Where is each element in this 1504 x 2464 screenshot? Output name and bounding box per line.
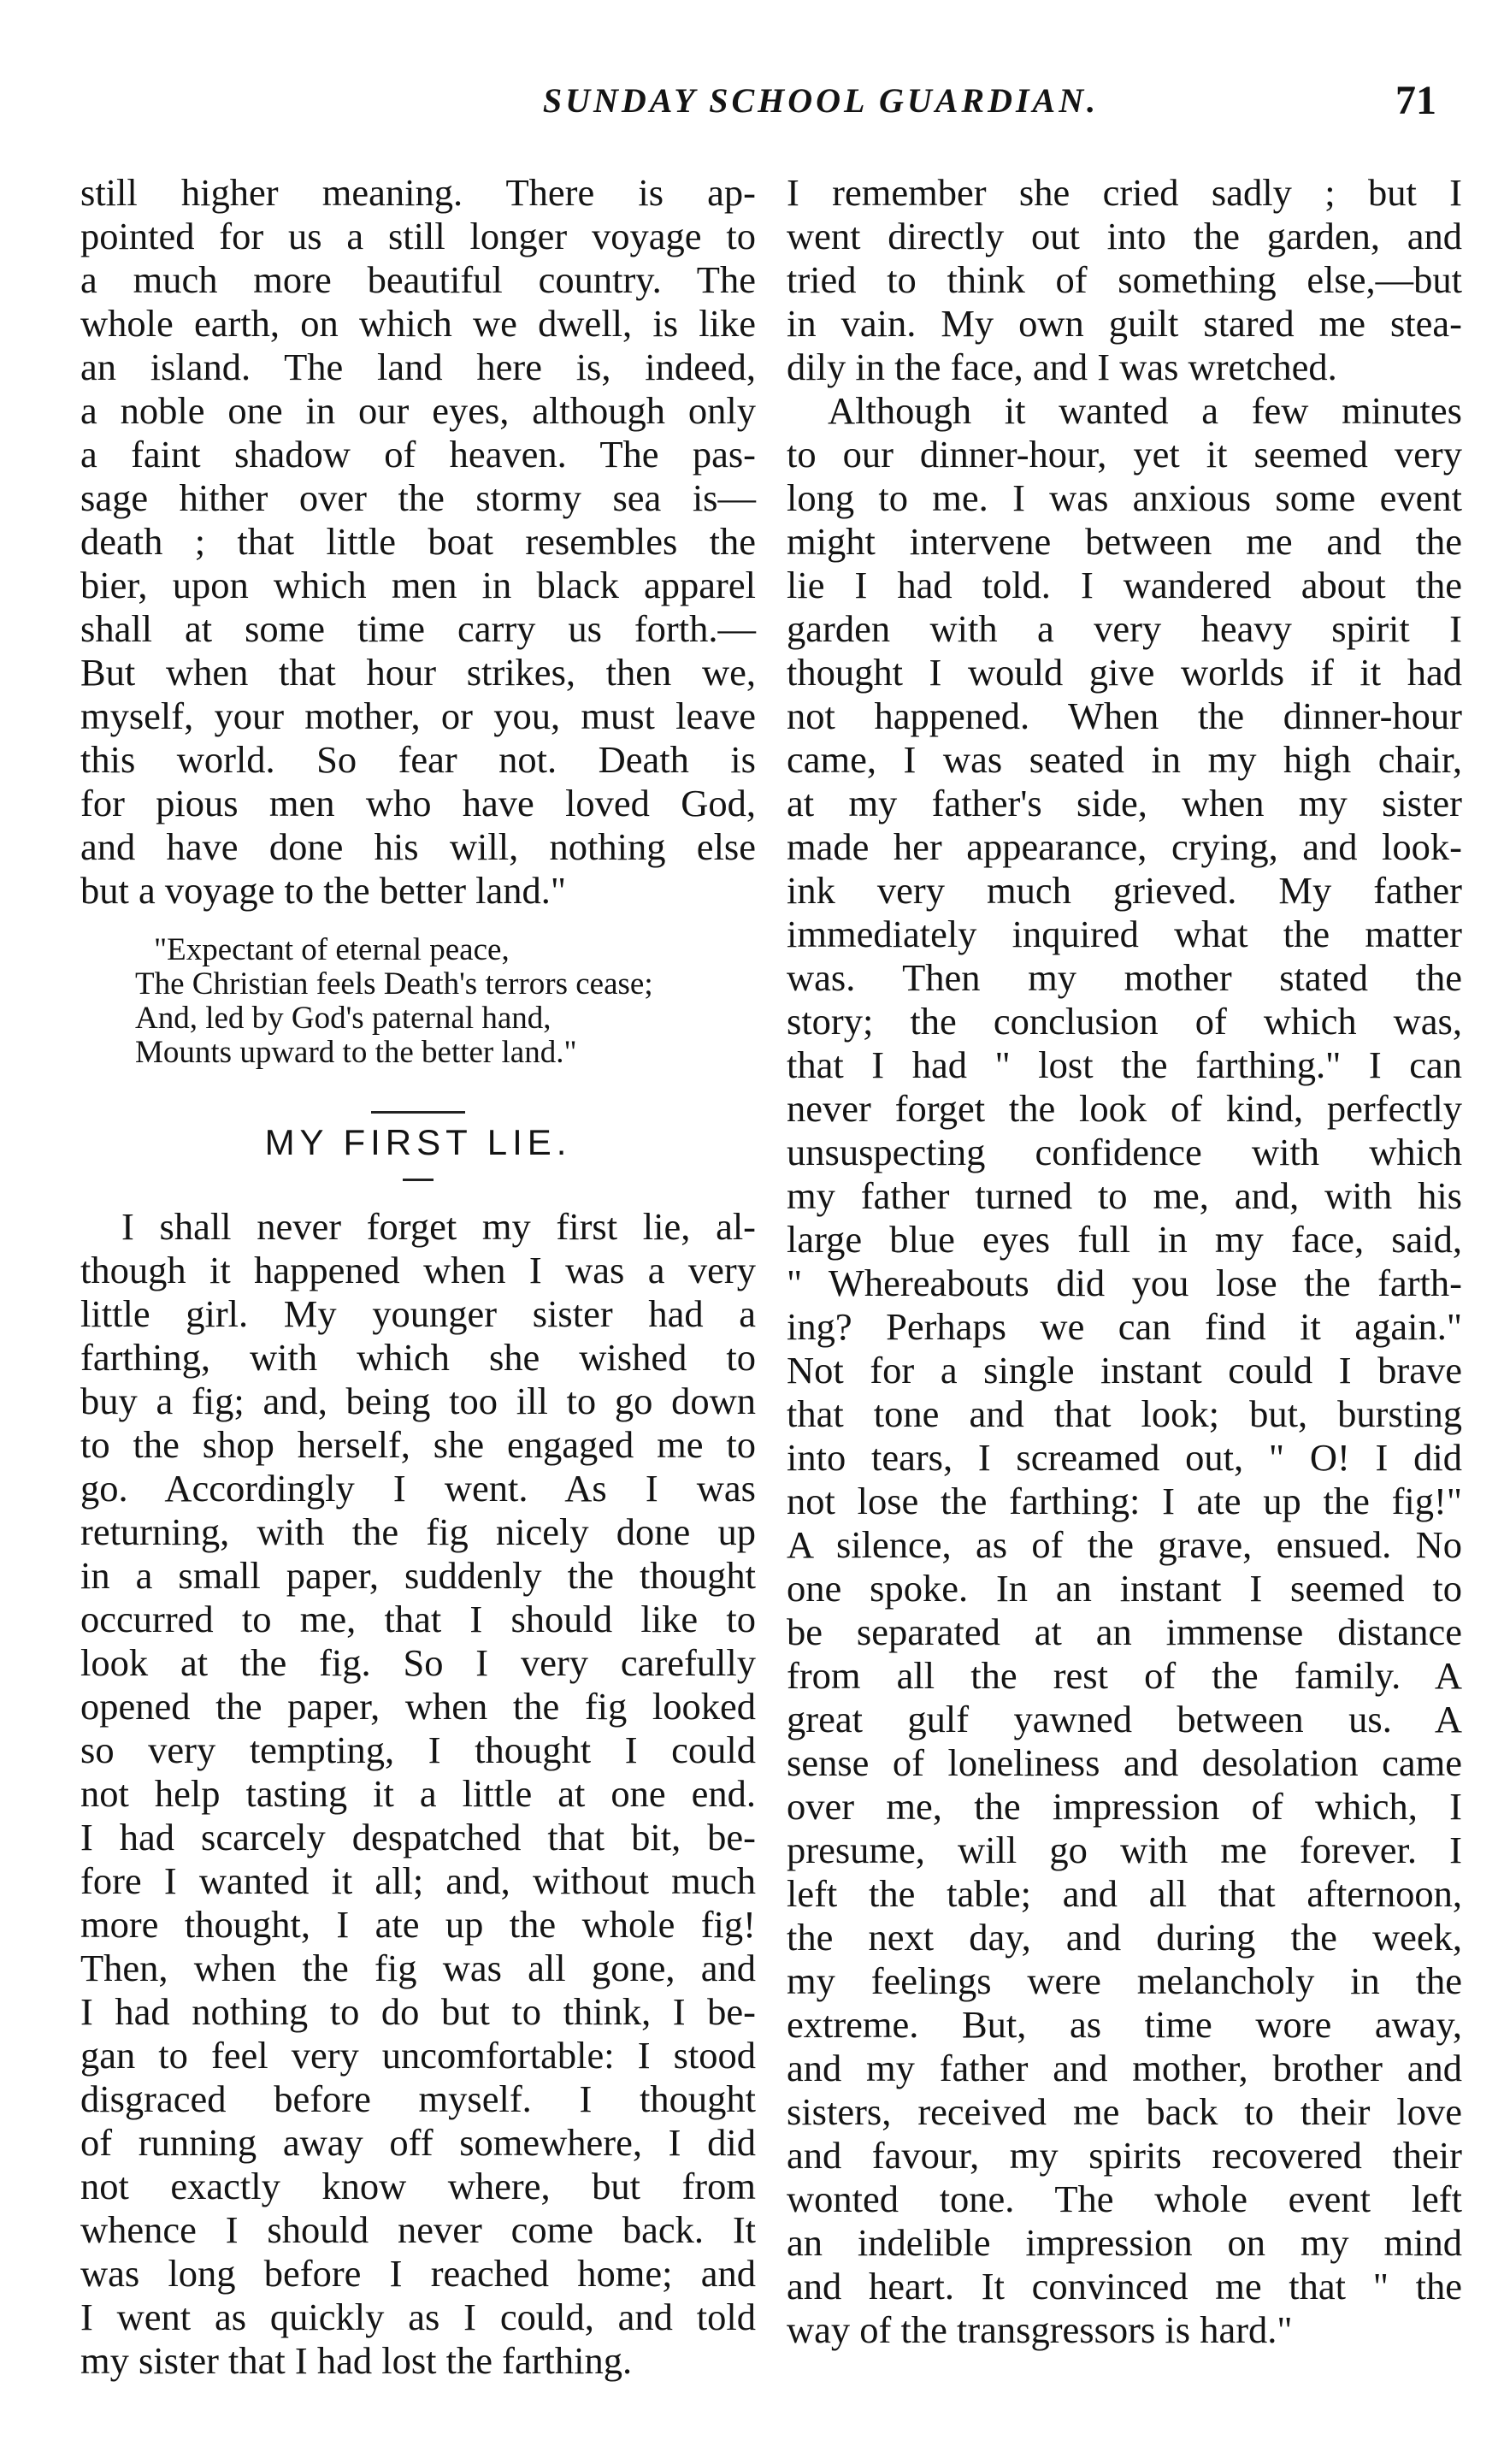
text-line: pointed for us a still longer voyage to xyxy=(80,215,756,257)
text-line: my sister that I had lost the farthing. xyxy=(80,2339,633,2382)
text-line: to the shop herself, she engaged me to xyxy=(80,1423,756,1466)
text-line: an island. The land here is, indeed, xyxy=(80,346,756,388)
right-column xyxy=(787,171,1462,2352)
text-line: occurred to me, that I should like to xyxy=(80,1598,756,1640)
text-line: wonted tone. The whole event left xyxy=(787,2177,1462,2220)
text-line: unsuspecting confidence with which xyxy=(787,1131,1462,1173)
article-heading: MY FIRST LIE. xyxy=(264,1122,572,1162)
text-line: opened the paper, when the fig looked xyxy=(80,1685,756,1728)
text-line: to our dinner-hour, yet it seemed very xyxy=(787,433,1462,476)
right-paragraph-2 xyxy=(787,389,1462,2352)
text-line: came, I was seated in my high chair, xyxy=(787,738,1462,781)
text-line: bier, upon which men in black apparel xyxy=(80,564,756,606)
text-line: one spoke. In an instant I seemed to xyxy=(787,1567,1462,1610)
text-line: still higher meaning. There is ap- xyxy=(80,171,756,214)
text-line: disgraced before myself. I thought xyxy=(80,2077,756,2120)
text-line: whence I should never come back. It xyxy=(80,2208,756,2251)
text-line: sense of loneliness and desolation came xyxy=(787,1741,1462,1784)
text-line: an indelible impression on my mind xyxy=(787,2221,1462,2264)
text-line: large blue eyes full in my face, said, xyxy=(787,1218,1462,1261)
text-line: a much more beautiful country. The xyxy=(80,258,756,301)
text-line: from all the rest of the family. A xyxy=(787,1654,1462,1697)
text-line: sisters, received me back to their love xyxy=(787,2090,1462,2133)
poem-stanza xyxy=(135,933,756,1070)
text-line: returning, with the fig nicely done up xyxy=(80,1510,756,1553)
text-line: left the table; and all that afternoon, xyxy=(787,1872,1462,1915)
text-line: extreme. But, as time wore away, xyxy=(787,2003,1462,2046)
text-line: long to me. I was anxious some event xyxy=(787,476,1462,519)
text-line: look at the fig. So I very carefully xyxy=(80,1641,756,1684)
text-line: buy a fig; and, being too ill to go down xyxy=(80,1380,756,1422)
text-line: was long before I reached home; and xyxy=(80,2252,756,2295)
text-line: immediately inquired what the matter xyxy=(787,913,1462,955)
text-line: " Whereabouts did you lose the farth- xyxy=(787,1262,1462,1304)
poem-line: The Christian feels Death's terrors cease; xyxy=(135,966,653,1002)
text-line: over me, the impression of which, I xyxy=(787,1785,1462,1828)
text-line: I remember she cried sadly ; but I xyxy=(787,171,1462,214)
right-paragraph-1 xyxy=(787,171,1462,389)
text-line: myself, your mother, or you, must leave xyxy=(80,694,756,737)
text-line: shall at some time carry us forth.— xyxy=(80,607,756,650)
text-line: garden with a very heavy spirit I xyxy=(787,607,1462,650)
text-line: lie I had told. I wandered about the xyxy=(787,564,1462,606)
text-line: presume, will go with me forever. I xyxy=(787,1829,1462,1871)
text-line: not exactly know where, but from xyxy=(80,2165,756,2207)
text-line: whole earth, on which we dwell, is like xyxy=(80,302,756,345)
text-line: and heart. It convinced me that " the xyxy=(787,2265,1462,2307)
text-line: gan to feel very uncomfortable: I stood xyxy=(80,2034,756,2077)
text-line: this world. So fear not. Death is xyxy=(80,738,756,781)
text-line: A silence, as of the grave, ensued. No xyxy=(787,1523,1462,1566)
text-line: and my father and mother, brother and xyxy=(787,2047,1462,2089)
text-line: and have done his will, nothing else xyxy=(80,825,756,868)
text-line: not help tasting it a little at one end. xyxy=(80,1772,756,1815)
text-line: I had scarcely despatched that bit, be- xyxy=(80,1816,756,1858)
text-line: little girl. My younger sister had a xyxy=(80,1292,756,1335)
text-line: I shall never forget my first lie, al- xyxy=(121,1205,756,1248)
heading-rule-top xyxy=(371,1111,465,1114)
text-line: and favour, my spirits recovered their xyxy=(787,2134,1462,2177)
text-line: death ; that little boat resembles the xyxy=(80,520,756,563)
text-line: be separated at an immense distance xyxy=(787,1610,1462,1653)
text-line: made her appearance, crying, and look- xyxy=(787,825,1462,868)
page-number: 71 xyxy=(1395,78,1436,123)
text-line: though it happened when I was a very xyxy=(80,1249,756,1291)
text-line: way of the transgressors is hard." xyxy=(787,2308,1293,2351)
text-line: so very tempting, I thought I could xyxy=(80,1728,756,1771)
poem-line: Mounts upward to the better land." xyxy=(135,1035,577,1070)
text-line: dily in the face, and I was wretched. xyxy=(787,346,1337,388)
text-line: not lose the farthing: I ate up the fig!" xyxy=(787,1480,1462,1522)
left-paragraph-2 xyxy=(80,1205,756,2383)
text-line: fore I wanted it all; and, without much xyxy=(80,1859,756,1902)
text-line: a faint shadow of heaven. The pas- xyxy=(80,433,756,476)
heading-rule-bottom xyxy=(403,1179,434,1181)
poem-line: And, led by God's paternal hand, xyxy=(135,1001,551,1036)
text-line: sage hither over the stormy sea is— xyxy=(80,476,756,519)
text-line: Not for a single instant could I brave xyxy=(787,1349,1462,1392)
text-line: but a voyage to the better land." xyxy=(80,869,567,912)
left-column xyxy=(80,171,756,2383)
text-line: Then, when the fig was all gone, and xyxy=(80,1947,756,1989)
text-line: Although it wanted a few minutes xyxy=(828,389,1462,432)
text-line: thought I would give worlds if it had xyxy=(787,651,1462,694)
text-line: that I had " lost the farthing." I can xyxy=(787,1043,1462,1086)
text-line: tried to think of something else,—but xyxy=(787,258,1462,301)
left-paragraph-1 xyxy=(80,171,756,913)
text-line: of running away off somewhere, I did xyxy=(80,2121,756,2164)
text-line: the next day, and during the week, xyxy=(787,1916,1462,1959)
text-line: ink very much grieved. My father xyxy=(787,869,1462,912)
text-line: But when that hour strikes, then we, xyxy=(80,651,756,694)
text-line: for pious men who have loved God, xyxy=(80,782,756,824)
text-line: went directly out into the garden, and xyxy=(787,215,1462,257)
page-header xyxy=(51,77,1436,128)
text-line: I had nothing to do but to think, I be- xyxy=(80,1990,756,2033)
text-line: might intervene between me and the xyxy=(787,520,1462,563)
text-line: a noble one in our eyes, although only xyxy=(80,389,756,432)
text-line: great gulf yawned between us. A xyxy=(787,1698,1462,1740)
text-line: my father turned to me, and, with his xyxy=(787,1174,1462,1217)
text-line: ing? Perhaps we can find it again." xyxy=(787,1305,1462,1348)
text-line: not happened. When the dinner-hour xyxy=(787,694,1462,737)
text-line: more thought, I ate up the whole fig! xyxy=(80,1903,756,1946)
text-line: that tone and that look; but, bursting xyxy=(787,1392,1462,1435)
text-line: at my father's side, when my sister xyxy=(787,782,1462,824)
text-line: story; the conclusion of which was, xyxy=(787,1000,1462,1043)
text-line: in a small paper, suddenly the thought xyxy=(80,1554,756,1597)
text-line: in vain. My own guilt stared me stea- xyxy=(787,302,1462,345)
text-line: go. Accordingly I went. As I was xyxy=(80,1467,756,1510)
text-line: into tears, I screamed out, " O! I did xyxy=(787,1436,1462,1479)
running-head: SUNDAY SCHOOL GUARDIAN. xyxy=(542,81,1100,120)
text-line: was. Then my mother stated the xyxy=(787,956,1462,999)
poem-line: "Expectant of eternal peace, xyxy=(154,932,510,967)
text-line: I went as quickly as I could, and told xyxy=(80,2296,756,2338)
text-line: never forget the look of kind, perfectly xyxy=(787,1087,1462,1130)
text-line: my feelings were melancholy in the xyxy=(787,1959,1462,2002)
text-line: farthing, with which she wished to xyxy=(80,1336,756,1379)
